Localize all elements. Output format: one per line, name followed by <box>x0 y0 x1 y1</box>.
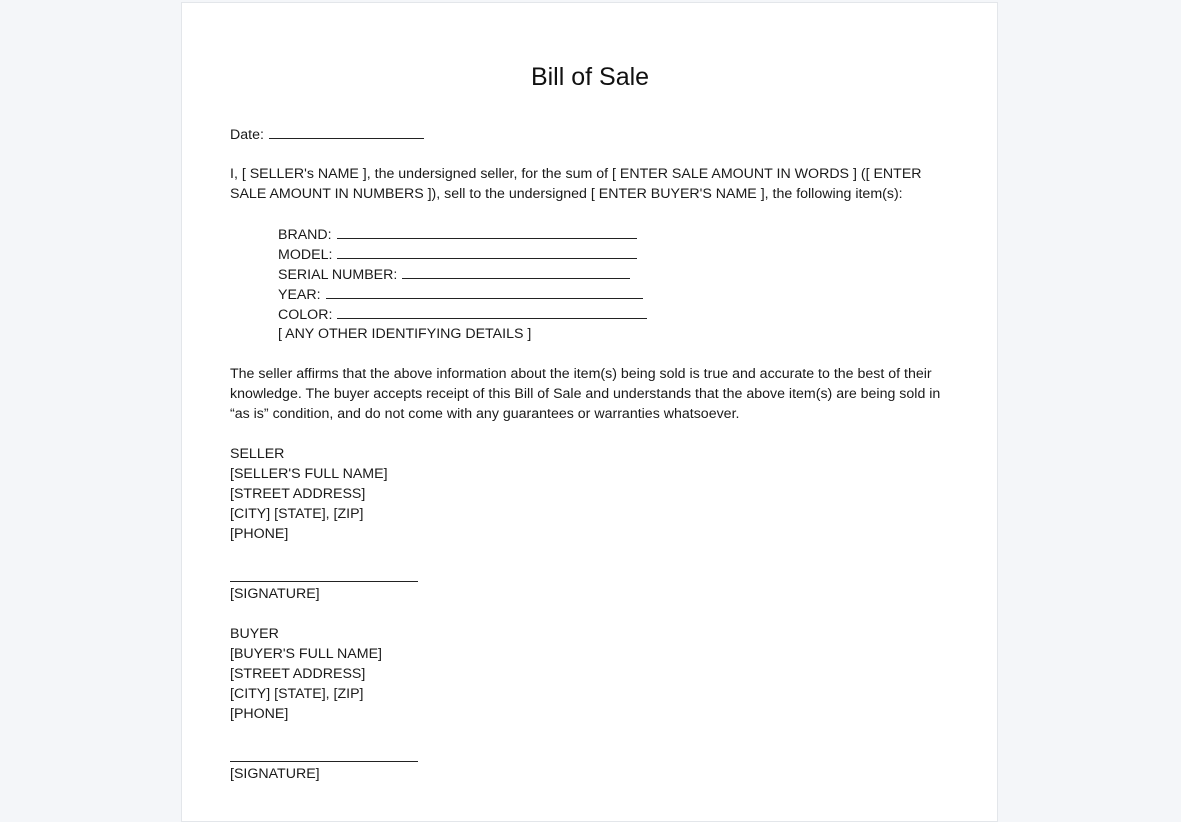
item-year-row <box>278 284 647 304</box>
brand-blank-line <box>337 224 637 239</box>
serial-blank-line <box>402 264 630 279</box>
page-title: Bill of Sale <box>530 63 650 91</box>
year-blank-line <box>326 284 643 299</box>
seller-signature-block <box>230 584 320 604</box>
brand-label: BRAND: <box>278 227 332 243</box>
buyer-block <box>230 624 382 724</box>
model-label: MODEL: <box>278 247 333 263</box>
date-label: Date: <box>230 127 264 143</box>
affirmation-paragraph: The seller affirms that the above information about the item(s) being sold is true and accurate to the best of their knowledge. The buyer accepts receipt of this Bill of Sale and understands that the above item(s) are being sold in “as is” condition, and do not come with any guarantees or warranties whatsoever. <box>230 366 941 422</box>
buyer-street: [STREET ADDRESS] <box>230 666 366 682</box>
seller-phone: [PHONE] <box>230 526 289 542</box>
seller-street: [STREET ADDRESS] <box>230 486 366 502</box>
intro-paragraph: I, [ SELLER's NAME ], the undersigned seller, for the sum of [ ENTER SALE AMOUNT IN WORDS ] ([ ENTER SALE AMOUNT IN NUMBERS ]), sell to the undersigned [ ENTER BUYER'S NAME ], the following item(s): <box>230 166 922 202</box>
item-color-row <box>278 304 647 324</box>
seller-heading: SELLER <box>230 446 285 462</box>
buyer-heading: BUYER <box>230 626 279 642</box>
color-blank-line <box>337 304 647 319</box>
item-brand-row <box>278 224 647 244</box>
seller-signature-line <box>230 581 418 582</box>
date-row <box>230 124 424 145</box>
date-blank-line <box>269 124 424 139</box>
item-serial-row <box>278 264 647 284</box>
seller-signature-label: [SIGNATURE] <box>230 586 320 602</box>
seller-city: [CITY] [STATE], [ZIP] <box>230 506 364 522</box>
color-label: COLOR: <box>278 307 333 323</box>
document-page <box>181 2 998 822</box>
buyer-city: [CITY] [STATE], [ZIP] <box>230 686 364 702</box>
buyer-signature-block <box>230 764 320 784</box>
item-model-row <box>278 244 647 264</box>
buyer-signature-label: [SIGNATURE] <box>230 766 320 782</box>
seller-block <box>230 444 388 544</box>
buyer-name: [BUYER'S FULL NAME] <box>230 646 382 662</box>
buyer-signature-line <box>230 761 418 762</box>
seller-name: [SELLER'S FULL NAME] <box>230 466 388 482</box>
model-blank-line <box>337 244 637 259</box>
buyer-phone: [PHONE] <box>230 706 289 722</box>
serial-label: SERIAL NUMBER: <box>278 267 398 283</box>
year-label: YEAR: <box>278 287 321 303</box>
item-details-list <box>278 224 647 344</box>
item-other-row: [ ANY OTHER IDENTIFYING DETAILS ] <box>278 326 532 342</box>
